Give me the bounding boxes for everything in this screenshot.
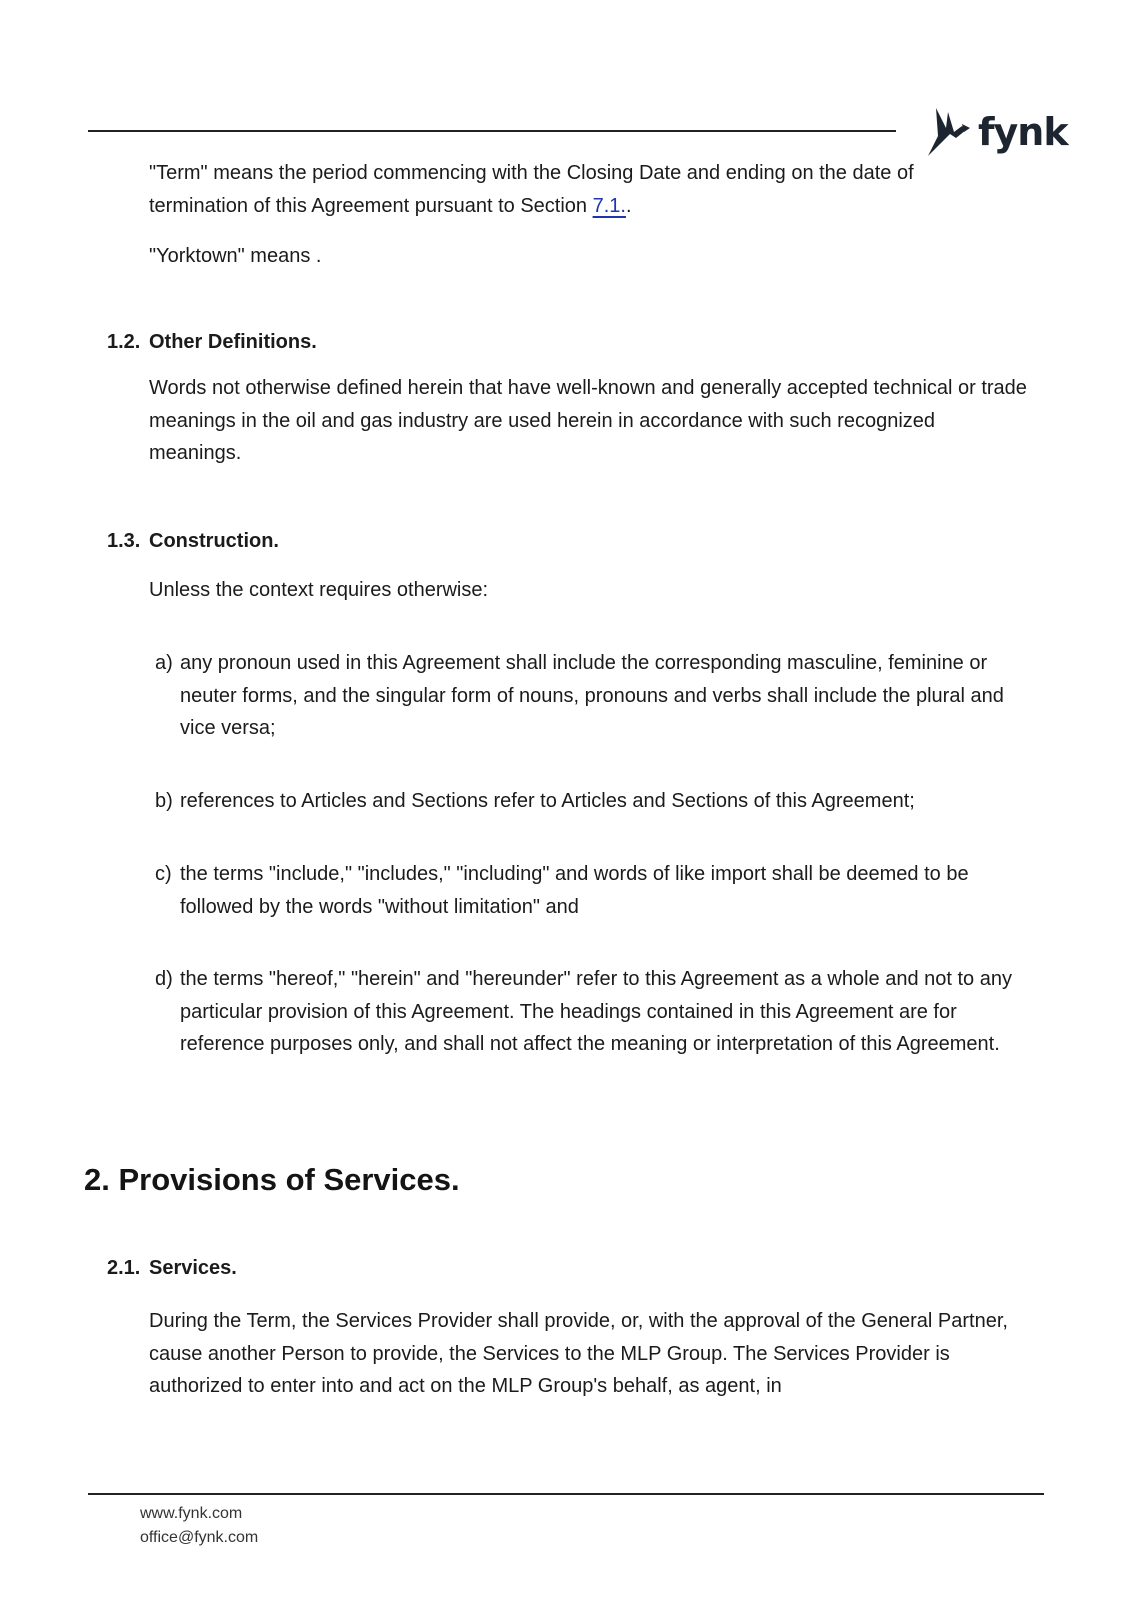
section-1-2-heading <box>107 326 317 358</box>
section-2-1-heading <box>107 1252 237 1284</box>
list-item <box>155 647 1035 745</box>
list-item <box>155 963 1035 1061</box>
section-1-3-heading <box>107 525 279 557</box>
section-1-3-intro: Unless the context requires otherwise: <box>149 579 489 601</box>
section-title: Services. <box>149 1257 237 1279</box>
list-item-text: the terms "include," "includes," "including" and words of like import shall be deemed to be followed by the words "without limitation" and <box>180 863 969 918</box>
term-definition <box>149 157 1029 222</box>
section-title: Other Definitions. <box>149 331 317 353</box>
section-1-2-body: Words not otherwise defined herein that have well-known and generally accepted technical or trade meanings in the oil and gas industry are used herein in accordance with such recognized meanings. <box>149 377 1027 464</box>
section-2-heading: 2. Provisions of Services. <box>84 1162 460 1197</box>
term-definition-line1: "Term" means the period commencing with the Closing Date and ending on the date of <box>149 162 914 184</box>
term-definition-line2 <box>149 190 1029 223</box>
section-7-1-link[interactable]: 7.1. <box>592 194 626 217</box>
section-number: 2.1. <box>107 1257 141 1279</box>
section-2-1-body: During the Term, the Services Provider shall provide, or, with the approval of the General Partner, cause another Person to provide, the Services to the MLP Group. The Services Provider is authorized to enter into and act on the MLP Group's behalf, as agent, in <box>149 1310 1008 1397</box>
list-marker: a) <box>155 652 173 674</box>
yorktown-definition: "Yorktown" means . <box>149 245 322 267</box>
list-item <box>155 858 1035 923</box>
list-item-text: the terms "hereof," "herein" and "hereunder" refer to this Agreement as a whole and not to any particular provision of this Agreement. The headings contained in this Agreement are for reference purposes only, and shall not affect the meaning or interpretation of this Agreement. <box>180 968 1012 1055</box>
list-item-text: references to Articles and Sections refer to Articles and Sections of this Agreement; <box>180 790 915 812</box>
section-number: 1.2. <box>107 331 141 353</box>
section-number: 1.3. <box>107 530 141 552</box>
fynk-logo[interactable] <box>922 106 1068 158</box>
section-title: Construction. <box>149 530 279 552</box>
brand-name: fynk <box>978 110 1068 154</box>
bird-icon <box>922 106 976 158</box>
list-marker: c) <box>155 863 172 885</box>
header-rule <box>88 130 896 132</box>
list-marker: d) <box>155 968 173 990</box>
term-line2-text: termination of this Agreement pursuant to Section <box>149 194 593 217</box>
term-line2-end: . <box>625 194 632 217</box>
list-item <box>155 785 1035 818</box>
footer-website[interactable]: www.fynk.com <box>140 1505 243 1522</box>
list-item-text: any pronoun used in this Agreement shall include the corresponding masculine, feminine or neuter forms, and the singular form of nouns, pronouns and verbs shall include the plural and vice versa; <box>180 652 1004 739</box>
list-marker: b) <box>155 790 173 812</box>
footer-rule <box>88 1493 1044 1495</box>
footer-email[interactable]: office@fynk.com <box>140 1529 259 1546</box>
